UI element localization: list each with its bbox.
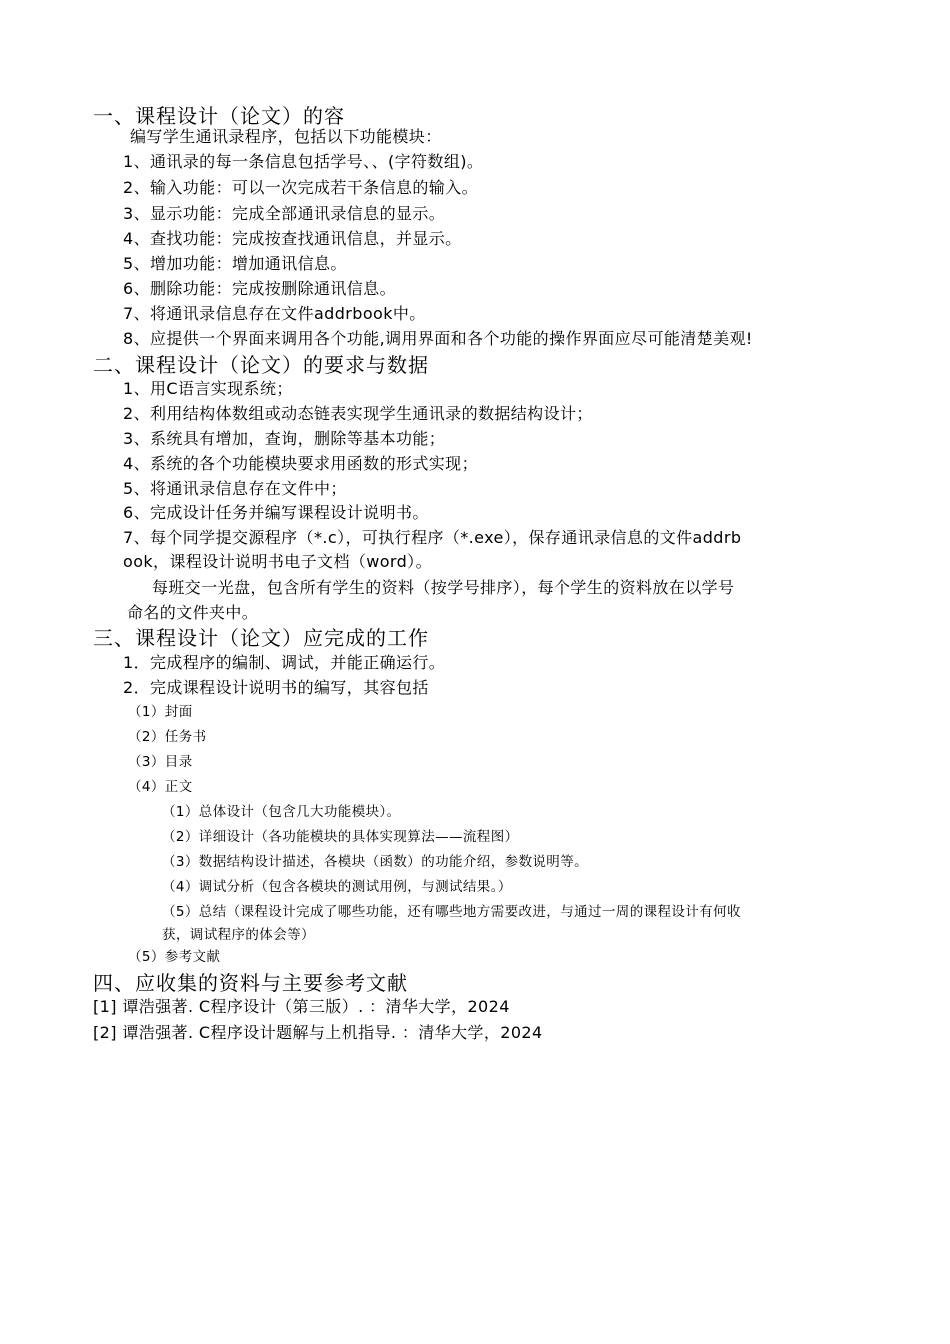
section1-title: 一、课程设计（论文）的容 bbox=[93, 104, 345, 128]
section3-subsub: （1）总体设计（包含几大功能模块）。 bbox=[162, 804, 401, 820]
section2-item: ook，课程设计说明书电子文档（word）。 bbox=[123, 552, 432, 571]
section2-item: 2、利用结构体数组或动态链表实现学生通讯录的数据结构设计； bbox=[123, 404, 593, 423]
section1-item: 4、查找功能：完成按查找通讯信息，并显示。 bbox=[123, 229, 462, 248]
section1-item: 1、通讯录的每一条信息包括学号、、(字符数组)。 bbox=[123, 152, 484, 171]
section2-note: 命名的文件夹中。 bbox=[127, 603, 259, 622]
reference-item: [2] 谭浩强著. C程序设计题解与上机指导. ：清华大学，2024 bbox=[93, 1023, 543, 1042]
section3-subsub: （2）详细设计（各功能模块的具体实现算法——流程图） bbox=[162, 829, 519, 845]
section3-subsub: （3）数据结构设计描述，各模块（函数）的功能介绍，参数说明等。 bbox=[162, 854, 588, 870]
section2-item: 1、用C语言实现系统； bbox=[123, 379, 293, 398]
section1-item: 8、应提供一个界面来调用各个功能,调用界面和各个功能的操作界面应尽可能清楚美观! bbox=[123, 329, 753, 348]
section3-last: （5）参考文献 bbox=[128, 949, 221, 965]
section3-item: 1．完成程序的编制、调试，并能正确运行。 bbox=[123, 653, 446, 672]
section3-subsub: （4）调试分析（包含各模块的测试用例，与测试结果。） bbox=[162, 879, 512, 895]
reference-item: [1] 谭浩强著. C程序设计（第三版）. ：清华大学，2024 bbox=[93, 997, 510, 1016]
section3-subsub: （5）总结（课程设计完成了哪些功能，还有哪些地方需要改进，与通过一周的课程设计有何收 bbox=[162, 904, 741, 920]
section1-item: 6、删除功能：完成按删除通讯信息。 bbox=[123, 279, 396, 298]
section4-title: 四、应收集的资料与主要参考文献 bbox=[93, 971, 408, 995]
section3-item: 2．完成课程设计说明书的编写，其容包括 bbox=[123, 678, 429, 697]
section3-sub: （1）封面 bbox=[128, 704, 193, 720]
section3-sub: （3）目录 bbox=[128, 754, 193, 770]
section2-title: 二、课程设计（论文）的要求与数据 bbox=[93, 353, 429, 377]
section2-item: 7、每个同学提交源程序（*.c），可执行程序（*.exe），保存通讯录信息的文件addrb bbox=[123, 528, 742, 547]
section1-item: 3、显示功能：完成全部通讯录信息的显示。 bbox=[123, 204, 446, 223]
section1-item: 2、输入功能：可以一次完成若干条信息的输入。 bbox=[123, 178, 478, 197]
section2-item: 3、系统具有增加，查询，删除等基本功能； bbox=[123, 429, 446, 448]
section2-note: 每班交一光盘，包含所有学生的资料（按学号排序），每个学生的资料放在以学号 bbox=[152, 578, 735, 597]
section2-item: 5、将通讯录信息存在文件中； bbox=[123, 479, 347, 498]
section2-item: 6、完成设计任务并编写课程设计说明书。 bbox=[123, 503, 429, 522]
section3-title: 三、课程设计（论文）应完成的工作 bbox=[93, 626, 429, 650]
section1-item: 7、将通讯录信息存在文件addrbook中。 bbox=[123, 304, 426, 323]
section2-item: 4、系统的各个功能模块要求用函数的形式实现； bbox=[123, 454, 478, 473]
section1-intro: 编写学生通讯录程序，包括以下功能模块： bbox=[130, 127, 442, 146]
section3-subsub: 获，调试程序的体会等） bbox=[162, 927, 315, 943]
section3-sub: （4）正文 bbox=[128, 779, 193, 795]
section3-sub: （2）任务书 bbox=[128, 729, 207, 745]
section1-item: 5、增加功能：增加通讯信息。 bbox=[123, 254, 347, 273]
